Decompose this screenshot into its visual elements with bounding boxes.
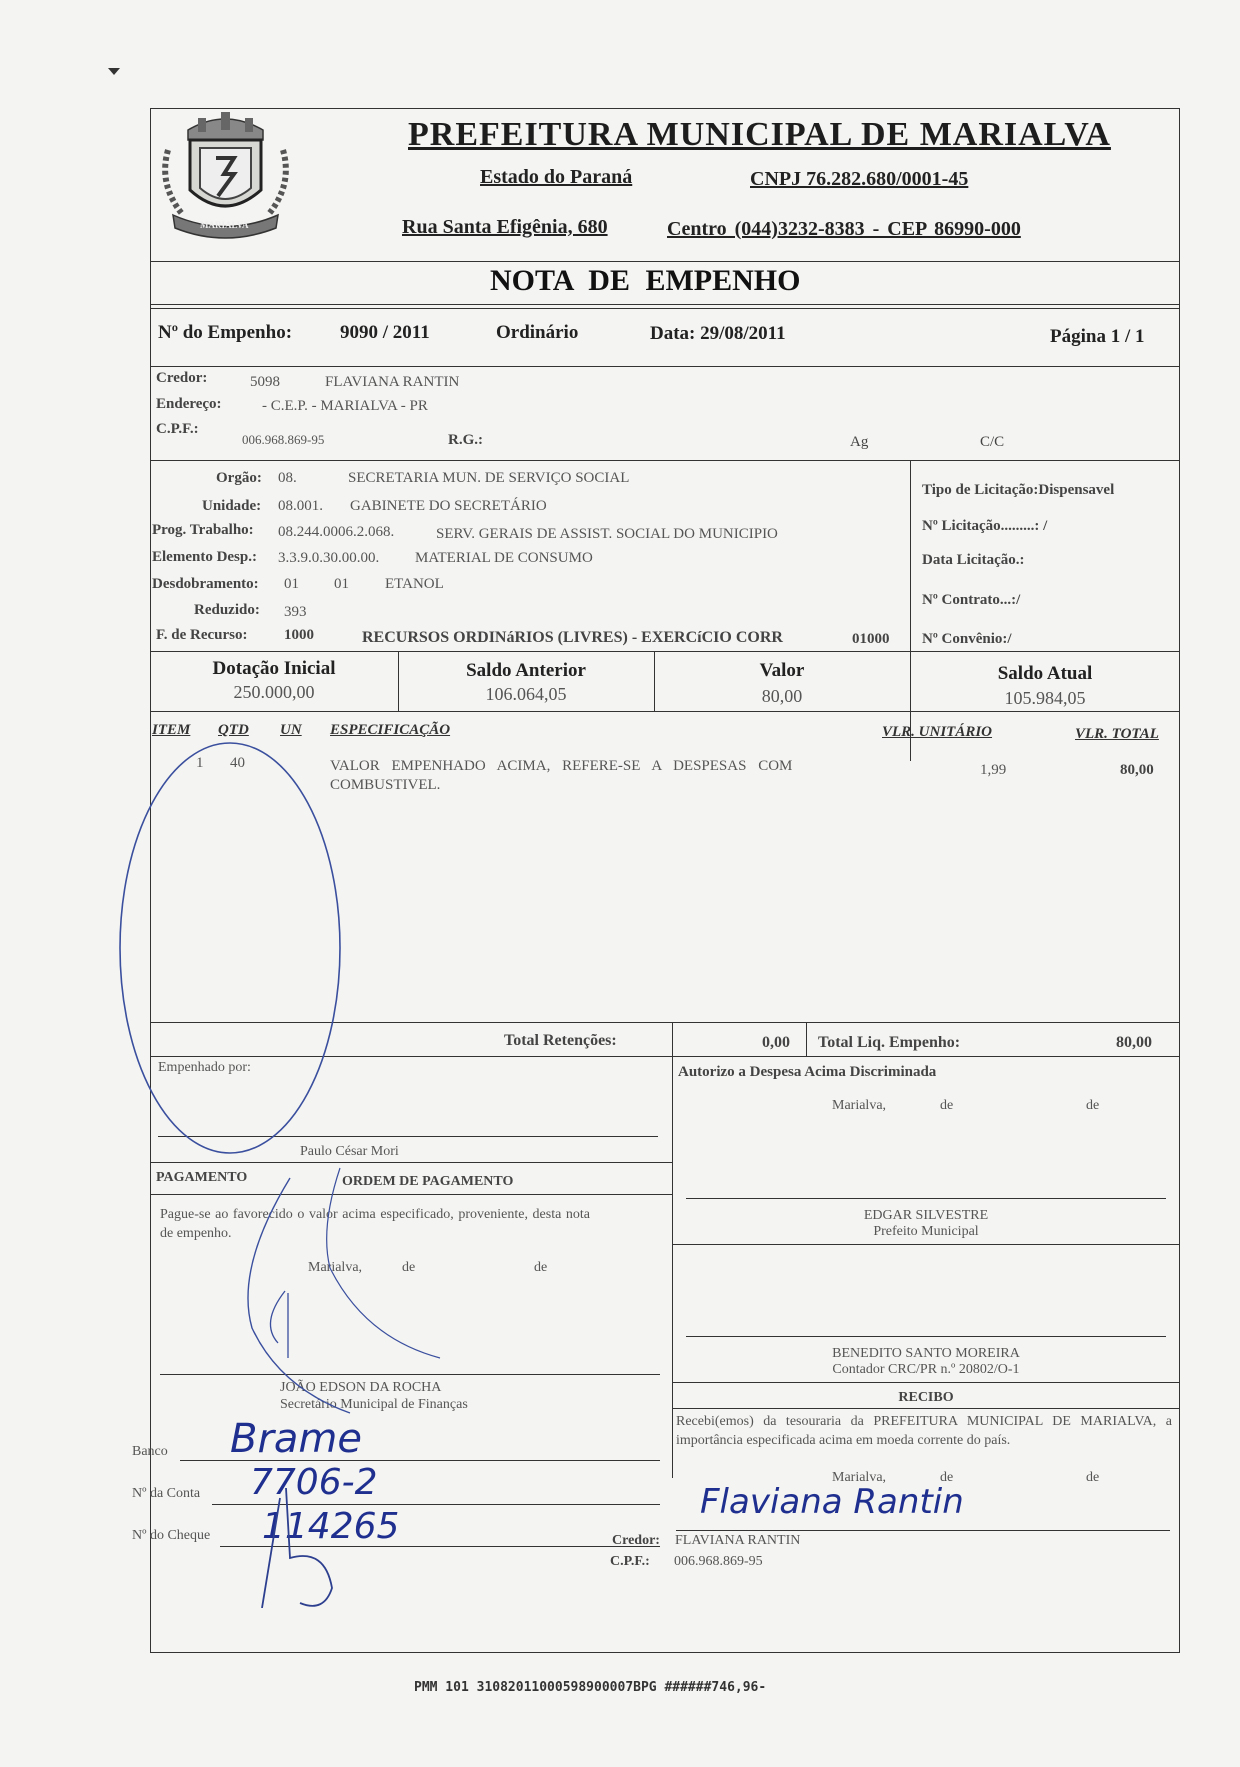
ordem-pagamento: ORDEM DE PAGAMENTO <box>342 1174 514 1189</box>
empenho-number-label: Nº do Empenho: <box>158 322 293 343</box>
cc-label: C/C <box>980 434 1005 450</box>
autorizo-text: Autorizo a Despesa Acima Discriminada <box>678 1064 937 1080</box>
conta-value: 7706-2 <box>250 1462 378 1503</box>
numero-convenio: Nº Convênio:/ <box>922 631 1012 647</box>
cpf-label: C.P.F.: <box>156 421 199 437</box>
prefeito-name: EDGAR SILVESTRE <box>863 1208 989 1223</box>
ag-label: Ag <box>850 434 869 450</box>
empenhado-name: Paulo César Mori <box>300 1144 399 1159</box>
pagamento-place: Marialva, <box>308 1260 363 1275</box>
orgao-label: Orgão: <box>216 470 262 486</box>
divider <box>672 1408 1180 1409</box>
credor-label: Credor: <box>156 370 208 386</box>
fonte-desc: RECURSOS ORDINáRIOS (LIVRES) - EXERCíCIO CORR <box>362 629 783 646</box>
nota-empenho-form <box>132 108 1180 1653</box>
liq-empenho-value: 80,00 <box>1116 1034 1152 1051</box>
footer-code: PMM 101 31082011000598900007BPG ######746,96- <box>414 1680 767 1695</box>
pagamento-de-1: de <box>402 1260 416 1275</box>
item-unit-value: 1,99 <box>980 762 1007 778</box>
recibo-de-1: de <box>940 1470 954 1485</box>
saldo-anterior-value: 106.064,05 <box>485 684 567 704</box>
divider <box>910 460 911 761</box>
empenho-number: 9090 / 2011 <box>340 322 430 343</box>
saldo-anterior-label: Saldo Anterior <box>466 660 586 681</box>
saldo-atual-value: 105.984,05 <box>1004 688 1086 708</box>
elemento-desc: MATERIAL DE CONSUMO <box>415 550 593 566</box>
signature-line <box>686 1336 1166 1337</box>
fonte-code-2: 01000 <box>852 631 890 647</box>
autorizo-de-1: de <box>940 1098 954 1113</box>
tipo-licitacao: Tipo de Licitação:Dispensavel <box>922 482 1115 498</box>
banco-label: Banco <box>132 1444 168 1459</box>
reduzido-label: Reduzido: <box>194 602 260 618</box>
fonte-label: F. de Recurso: <box>156 627 248 643</box>
elemento-label: Elemento Desp.: <box>152 549 257 565</box>
orgao-code: 08. <box>278 470 297 486</box>
divider <box>672 1022 673 1056</box>
recibo-de-2: de <box>1086 1470 1100 1485</box>
valor-label: Valor <box>759 660 805 681</box>
prefeito-role: Prefeito Municipal <box>873 1224 979 1239</box>
col-header-un: UN <box>280 722 302 738</box>
recibo-signature: Flaviana Rantin <box>700 1482 964 1522</box>
empenhado-label: Empenhado por: <box>158 1060 251 1075</box>
divider <box>150 261 1180 262</box>
prog-code: 08.244.0006.2.068. <box>278 524 395 540</box>
dotacao-value: 250.000,00 <box>233 682 315 702</box>
recibo-credor-label: Credor: <box>612 1533 660 1548</box>
contador-role: Contador CRC/PR n.º 20802/O-1 <box>832 1362 1020 1377</box>
item-number: 1 <box>196 755 204 771</box>
endereco-label: Endereço: <box>156 396 222 412</box>
secretario-name: JOÃO EDSON DA ROCHA <box>280 1380 442 1395</box>
elemento-code: 3.3.9.0.30.00.00. <box>278 550 380 566</box>
endereco-value: - C.E.P. - MARIALVA - PR <box>262 398 428 414</box>
prog-label: Prog. Trabalho: <box>152 522 254 538</box>
signature-line <box>686 1198 1166 1199</box>
recibo-cpf-value: 006.968.869-95 <box>674 1554 763 1569</box>
pagamento-de-2: de <box>534 1260 548 1275</box>
saldo-atual-label: Saldo Atual <box>997 663 1093 684</box>
state-name: Estado do Paraná <box>480 166 633 188</box>
desdobramento-desc: ETANOL <box>385 576 444 592</box>
divider <box>150 460 1180 461</box>
liq-empenho-label: Total Liq. Empenho: <box>818 1034 961 1051</box>
dotacao-label: Dotação Inicial <box>212 658 336 679</box>
secretario-role: Secretário Municipal de Finanças <box>280 1397 468 1412</box>
unidade-code: 08.001. <box>278 498 323 514</box>
autorizo-de-2: de <box>1086 1098 1100 1113</box>
credor-code: 5098 <box>250 374 280 390</box>
divider <box>672 1056 673 1478</box>
col-header-item: ITEM <box>152 722 191 738</box>
pagamento-label: PAGAMENTO <box>156 1170 248 1185</box>
cheque-value: 114265 <box>262 1506 400 1547</box>
item-spec-line-2: COMBUSTIVEL. <box>330 777 441 793</box>
valor-value: 80,00 <box>761 686 803 706</box>
item-qtd: 40 <box>230 755 245 771</box>
pagamento-text: Pague-se ao favorecido o valor acima especificado, proveniente, desta nota de empenho. <box>160 1207 590 1241</box>
conta-label: Nº da Conta <box>132 1486 201 1501</box>
col-header-qtd: QTD <box>218 722 249 738</box>
col-header-spec: ESPECIFICAÇÃO <box>330 722 451 738</box>
item-spec-line-1: VALOR EMPENHADO ACIMA, REFERE-SE A DESPESAS COM <box>330 758 793 774</box>
data-licitacao: Data Licitação.: <box>922 552 1025 568</box>
recibo-cpf-label: C.P.F.: <box>610 1554 650 1569</box>
handwritten-marks <box>110 708 670 1608</box>
fonte-code: 1000 <box>284 627 314 643</box>
prog-desc: SERV. GERAIS DE ASSIST. SOCIAL DO MUNICIPIO <box>436 526 778 542</box>
desdobramento-code-1: 01 <box>284 576 299 592</box>
recibo-title: RECIBO <box>898 1390 954 1405</box>
divider <box>672 1382 1180 1383</box>
credor-name: FLAVIANA RANTIN <box>325 374 460 390</box>
divider <box>150 366 1180 367</box>
item-total-value: 80,00 <box>1120 762 1154 778</box>
divider <box>150 308 1180 309</box>
divider <box>806 1022 807 1056</box>
desdobramento-code-2: 01 <box>334 576 349 592</box>
cheque-label: Nº do Cheque <box>132 1528 211 1543</box>
recibo-text: Recebi(emos) da tesouraria da PREFEITURA MUNICIPAL DE MARIALVA, a importância especificada acima em moeda corrente do país. <box>676 1414 1172 1448</box>
retencoes-value: 0,00 <box>762 1034 790 1051</box>
col-header-unit-value: VLR. UNITÁRIO <box>882 724 993 740</box>
crest-banner-text: MARIALVA <box>200 220 249 230</box>
rg-label: R.G.: <box>448 432 483 448</box>
document-title: NOTA DE EMPENHO <box>490 264 801 297</box>
address-contact: Centro (044)3232-8383 - CEP 86990-000 <box>667 218 1021 240</box>
recibo-credor-value: FLAVIANA RANTIN <box>675 1533 801 1548</box>
page-title: PREFEITURA MUNICIPAL DE MARIALVA <box>408 116 1111 153</box>
scan-mark <box>108 68 120 75</box>
desdobramento-label: Desdobramento: <box>152 576 259 592</box>
banco-value: Brame <box>230 1416 362 1462</box>
empenho-type: Ordinário <box>496 322 579 343</box>
empenho-date: Data: 29/08/2011 <box>650 323 786 344</box>
street-address: Rua Santa Efigênia, 680 <box>402 216 608 238</box>
unidade-desc: GABINETE DO SECRETÁRIO <box>350 498 547 514</box>
divider <box>150 651 1180 652</box>
divider <box>672 1244 1180 1245</box>
numero-contrato: Nº Contrato...:/ <box>922 592 1021 608</box>
retencoes-label: Total Retenções: <box>504 1032 617 1049</box>
reduzido-value: 393 <box>284 604 307 620</box>
divider <box>150 304 1180 305</box>
recibo-place: Marialva, <box>832 1470 887 1485</box>
cpf-value: 006.968.869-95 <box>242 432 325 447</box>
unidade-label: Unidade: <box>202 498 262 514</box>
cnpj: CNPJ 76.282.680/0001-45 <box>750 168 969 190</box>
orgao-desc: SECRETARIA MUN. DE SERVIÇO SOCIAL <box>348 470 630 486</box>
page-number: Página 1 / 1 <box>1050 326 1145 347</box>
contador-name: BENEDITO SANTO MOREIRA <box>832 1346 1020 1361</box>
signature-line <box>676 1530 1170 1531</box>
numero-licitacao: Nº Licitação.........: / <box>922 518 1048 534</box>
autorizo-place: Marialva, <box>832 1098 887 1113</box>
col-header-total-value: VLR. TOTAL <box>1075 726 1159 742</box>
